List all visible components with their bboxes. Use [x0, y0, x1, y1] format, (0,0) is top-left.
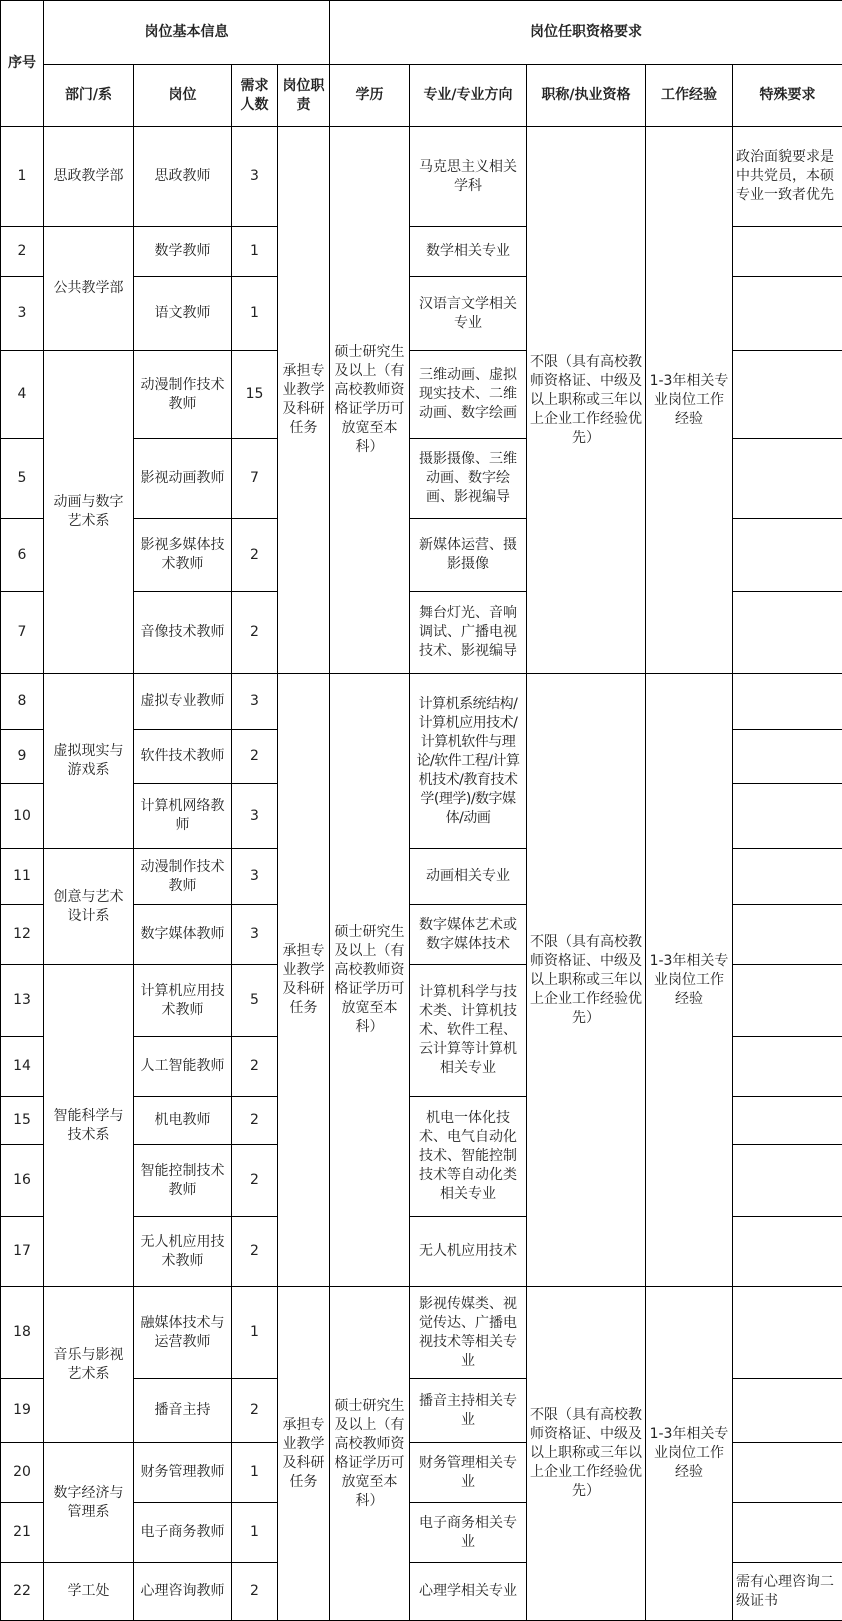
major-cell: 机电一体化技术、电气自动化技术、智能控制技术等自动化类相关专业	[410, 1097, 527, 1217]
count-cell: 3	[232, 905, 278, 965]
major-cell: 新媒体运营、摄影摄像	[410, 519, 527, 592]
dept-cell: 动画与数字艺术系	[44, 351, 134, 674]
header-title-cert: 职称/执业资格	[527, 65, 646, 127]
special-cell	[733, 674, 842, 730]
row-index: 15	[1, 1097, 44, 1145]
special-cell: 政治面貌要求是中共党员，本硕专业一致者优先	[733, 127, 842, 227]
position-cell: 动漫制作技术教师	[134, 849, 232, 905]
header-duty: 岗位职责	[278, 65, 330, 127]
dept-cell: 公共教学部	[44, 227, 134, 351]
special-cell: 需有心理咨询二级证书	[733, 1563, 842, 1621]
count-cell: 2	[232, 592, 278, 674]
row-index: 4	[1, 351, 44, 439]
position-cell: 播音主持	[134, 1379, 232, 1443]
position-cell: 无人机应用技术教师	[134, 1217, 232, 1287]
count-cell: 3	[232, 784, 278, 849]
major-cell: 数字媒体艺术或数字媒体技术	[410, 905, 527, 965]
count-cell: 2	[232, 730, 278, 784]
major-cell: 计算机科学与技术类、计算机技术、软件工程、云计算等计算机相关专业	[410, 965, 527, 1097]
count-cell: 1	[232, 1443, 278, 1503]
position-cell: 人工智能教师	[134, 1037, 232, 1097]
count-cell: 7	[232, 439, 278, 519]
table-row	[1, 127, 842, 227]
education-cell: 硕士研究生及以上（有高校教师资格证学历可放宽至本科）	[330, 674, 410, 1287]
row-index: 9	[1, 730, 44, 784]
position-cell: 虚拟专业教师	[134, 674, 232, 730]
count-cell: 2	[232, 1097, 278, 1145]
special-cell	[733, 1379, 842, 1443]
row-index: 6	[1, 519, 44, 592]
header-experience: 工作经验	[646, 65, 733, 127]
dept-cell: 智能科学与技术系	[44, 965, 134, 1287]
special-cell	[733, 1097, 842, 1145]
table-row	[1, 674, 842, 730]
special-cell	[733, 351, 842, 439]
position-cell: 数学教师	[134, 227, 232, 277]
special-cell	[733, 227, 842, 277]
position-cell: 融媒体技术与运营教师	[134, 1287, 232, 1379]
major-cell: 数学相关专业	[410, 227, 527, 277]
count-cell: 1	[232, 1287, 278, 1379]
row-index: 11	[1, 849, 44, 905]
header-count: 需求人数	[232, 65, 278, 127]
row-index: 21	[1, 1503, 44, 1563]
education-cell: 硕士研究生及以上（有高校教师资格证学历可放宽至本科）	[330, 1287, 410, 1621]
row-index: 20	[1, 1443, 44, 1503]
education-cell: 硕士研究生及以上（有高校教师资格证学历可放宽至本科）	[330, 127, 410, 674]
count-cell: 15	[232, 351, 278, 439]
dept-cell: 学工处	[44, 1563, 134, 1621]
major-cell: 三维动画、虚拟现实技术、二维动画、数字绘画	[410, 351, 527, 439]
special-cell	[733, 784, 842, 849]
count-cell: 2	[232, 519, 278, 592]
major-cell: 马克思主义相关学科	[410, 127, 527, 227]
row-index: 19	[1, 1379, 44, 1443]
count-cell: 1	[232, 277, 278, 351]
row-index: 3	[1, 277, 44, 351]
special-cell	[733, 905, 842, 965]
position-cell: 计算机应用技术教师	[134, 965, 232, 1037]
count-cell: 3	[232, 127, 278, 227]
header-dept: 部门/系	[44, 65, 134, 127]
dept-cell: 数字经济与管理系	[44, 1443, 134, 1563]
row-index: 12	[1, 905, 44, 965]
experience-cell: 1-3年相关专业岗位工作经验	[646, 1287, 733, 1621]
table-row	[1, 1287, 842, 1379]
header-major: 专业/专业方向	[410, 65, 527, 127]
major-cell: 摄影摄像、三维动画、数字绘画、影视编导	[410, 439, 527, 519]
header-special: 特殊要求	[733, 65, 842, 127]
count-cell: 2	[232, 1379, 278, 1443]
row-index: 1	[1, 127, 44, 227]
special-cell	[733, 519, 842, 592]
experience-cell: 1-3年相关专业岗位工作经验	[646, 674, 733, 1287]
major-cell: 计算机系统结构/计算机应用技术/计算机软件与理论/软件工程/计算机技术/教育技术学(理学)/数字媒体/动画	[410, 674, 527, 849]
count-cell: 2	[232, 1145, 278, 1217]
major-cell: 心理学相关专业	[410, 1563, 527, 1621]
special-cell	[733, 1443, 842, 1503]
special-cell	[733, 1145, 842, 1217]
count-cell: 1	[232, 227, 278, 277]
header-qualification: 岗位任职资格要求	[330, 1, 842, 65]
experience-cell: 1-3年相关专业岗位工作经验	[646, 127, 733, 674]
special-cell	[733, 1503, 842, 1563]
title-cert-cell: 不限（具有高校教师资格证、中级及以上职称或三年以上企业工作经验优先）	[527, 674, 646, 1287]
dept-cell: 音乐与影视艺术系	[44, 1287, 134, 1443]
row-index: 5	[1, 439, 44, 519]
special-cell	[733, 1287, 842, 1379]
major-cell: 汉语言文学相关专业	[410, 277, 527, 351]
position-cell: 电子商务教师	[134, 1503, 232, 1563]
position-cell: 财务管理教师	[134, 1443, 232, 1503]
count-cell: 2	[232, 1217, 278, 1287]
row-index: 13	[1, 965, 44, 1037]
special-cell	[733, 965, 842, 1037]
count-cell: 2	[232, 1037, 278, 1097]
major-cell: 财务管理相关专业	[410, 1443, 527, 1503]
count-cell: 3	[232, 849, 278, 905]
row-index: 8	[1, 674, 44, 730]
special-cell	[733, 1037, 842, 1097]
header-position: 岗位	[134, 65, 232, 127]
row-index: 14	[1, 1037, 44, 1097]
major-cell: 电子商务相关专业	[410, 1503, 527, 1563]
dept-cell: 创意与艺术设计系	[44, 849, 134, 965]
row-index: 18	[1, 1287, 44, 1379]
position-cell: 动漫制作技术教师	[134, 351, 232, 439]
position-cell: 影视多媒体技术教师	[134, 519, 232, 592]
count-cell: 5	[232, 965, 278, 1037]
major-cell: 无人机应用技术	[410, 1217, 527, 1287]
position-cell: 影视动画教师	[134, 439, 232, 519]
special-cell	[733, 730, 842, 784]
position-cell: 计算机网络教师	[134, 784, 232, 849]
position-cell: 数字媒体教师	[134, 905, 232, 965]
row-index: 22	[1, 1563, 44, 1621]
header-basic-info: 岗位基本信息	[44, 1, 330, 65]
major-cell: 舞台灯光、音响调试、广播电视技术、影视编导	[410, 592, 527, 674]
special-cell	[733, 592, 842, 674]
duty-cell: 承担专业教学及科研任务	[278, 127, 330, 674]
row-index: 17	[1, 1217, 44, 1287]
duty-cell: 承担专业教学及科研任务	[278, 674, 330, 1287]
position-cell: 智能控制技术教师	[134, 1145, 232, 1217]
duty-cell: 承担专业教学及科研任务	[278, 1287, 330, 1621]
header-index: 序号	[1, 1, 44, 127]
title-cert-cell: 不限（具有高校教师资格证、中级及以上职称或三年以上企业工作经验优先）	[527, 1287, 646, 1621]
major-cell: 影视传媒类、视觉传达、广播电视技术等相关专业	[410, 1287, 527, 1379]
special-cell	[733, 439, 842, 519]
row-index: 10	[1, 784, 44, 849]
position-cell: 机电教师	[134, 1097, 232, 1145]
major-cell: 播音主持相关专业	[410, 1379, 527, 1443]
dept-cell: 思政教学部	[44, 127, 134, 227]
title-cert-cell: 不限（具有高校教师资格证、中级及以上职称或三年以上企业工作经验优先）	[527, 127, 646, 674]
position-cell: 软件技术教师	[134, 730, 232, 784]
row-index: 7	[1, 592, 44, 674]
row-index: 2	[1, 227, 44, 277]
position-cell: 音像技术教师	[134, 592, 232, 674]
row-index: 16	[1, 1145, 44, 1217]
count-cell: 3	[232, 674, 278, 730]
position-cell: 心理咨询教师	[134, 1563, 232, 1621]
count-cell: 2	[232, 1563, 278, 1621]
dept-cell: 虚拟现实与游戏系	[44, 674, 134, 849]
special-cell	[733, 277, 842, 351]
header-education: 学历	[330, 65, 410, 127]
major-cell: 动画相关专业	[410, 849, 527, 905]
special-cell	[733, 849, 842, 905]
count-cell: 1	[232, 1503, 278, 1563]
position-cell: 思政教师	[134, 127, 232, 227]
position-cell: 语文教师	[134, 277, 232, 351]
special-cell	[733, 1217, 842, 1287]
